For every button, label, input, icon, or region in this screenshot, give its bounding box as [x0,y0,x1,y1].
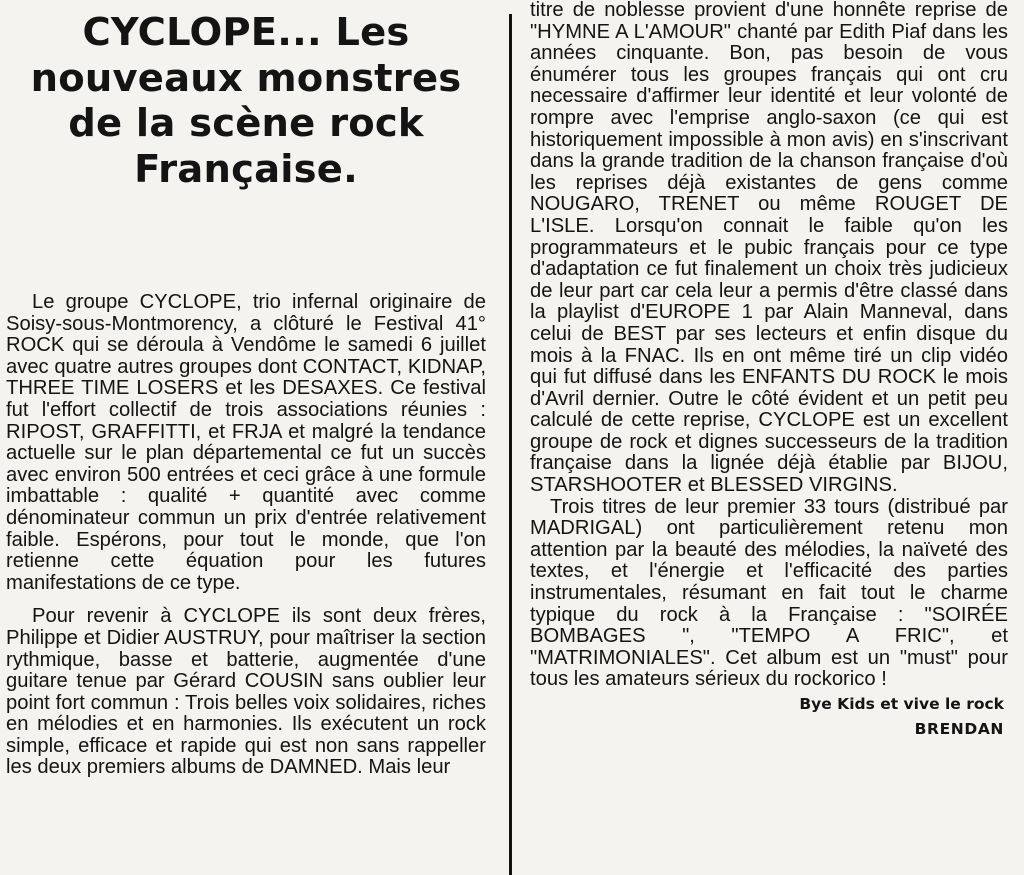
article-paragraph-2-continued: titre de noblesse provient d'une honnête reprise de "HYMNE A L'AMOUR" chanté par Edith Piaf dans les années cinquante. Bon, pas besoin de vous énumérer tous les groupes français qui ont cru necessaire d'affirmer leur identité et leur volonté de rompre avec l'emprise anglo-saxon (ce qui est historiquement impossible à mon avis) en s'inscrivant dans la grande tradition de la chanson française d'où les reprises déjà existantes de gens comme NOUGARO, TRENET ou même ROUGET DE L'ISLE. Lorsqu'on connait le faible qu'on les programmateurs et le pubic français pour ce type d'adaptation ce fut finalement un choix très judicieux de leur part car cela leur a permis d'être classé dans la playlist d'EUROPE 1 par Alain Manneval, dans celui de BEST par ses lecteurs et enfin disque du mois à la FNAC. Ils en ont même tiré un clip vidéo qui fut diffusé dans les ENFANTS DU ROCK le mois d'Avril dernier. Outre le côté évident et un petit peu calculé de cette reprise, CYCLOPE est un excellent groupe de rock et dignes successeurs de la tradition française dans la lignée déjà établie par BIJOU, STARSHOOTER et BLESSED VIRGINS. [530,0,1008,497]
headline-line: CYCLOPE... Les [82,10,410,55]
article-signoff: Bye Kids et vive le rock [799,695,1004,713]
headline-line: de la scène rock [68,101,424,146]
article-paragraph-2-start: Pour revenir à CYCLOPE ils sont deux frères, Philippe et Didier AUSTRUY, pour maîtriser la section rythmique, basse et batterie, augmentée d'une guitare tenue par Gérard COUSIN sans oublier leur point fort commun : Trois belles voix solidaires, riches en mélodies et en harmonies. Ils exécutent un rock simple, efficace et rapide qui est non sans rappeller les deux premiers albums de DAMNED. Mais leur [6,605,486,779]
headline-line: Française. [134,146,358,192]
left-column [6,0,486,779]
article-paragraph-1: Le groupe CYCLOPE, trio infernal originaire de Soisy-sous-Montmorency, a clôturé le Festival 41° ROCK qui se déroula à Vendôme le samedi 6 juillet avec quatre autres groupes dont CONTACT, KIDNAP, THREE TIME LOSERS et les DESAXES. Ce festival fut l'effort collectif de trois associations réunies : RIPOST, GRAFFITTI, et FRJA et malgré la tendance actuelle sur le plan départemental ce fut un succès avec environ 500 entrées et ceci grâce à une formule imbattable : qualité + quantité avec comme dénominateur commun un prix d'entrée relativement faible. Espérons, pour tout le monde, que l'on retienne cette équation pour les futures manifestations de ce type. [6,291,486,594]
article-paragraph-3: Trois titres de leur premier 33 tours (distribué par MADRIGAL) ont particulièrement retenu mon attention par la beauté des mélodies, la naïveté des textes, et l'énergie et l'efficacité des parties instrumentales, résumant en fait tout le charme typique du rock à la Française : "SOIRÉE BOMBAGES ", "TEMPO A FRIC", et "MATRIMONIALES". Cet album est un "must" pour tous les amateurs sérieux du rockorico ! [530,495,1008,691]
column-divider [509,14,512,875]
right-column [530,0,1008,739]
article-author: BRENDAN [914,720,1004,738]
article-headline [6,10,486,192]
headline-line: nouveaux monstres [30,55,462,101]
